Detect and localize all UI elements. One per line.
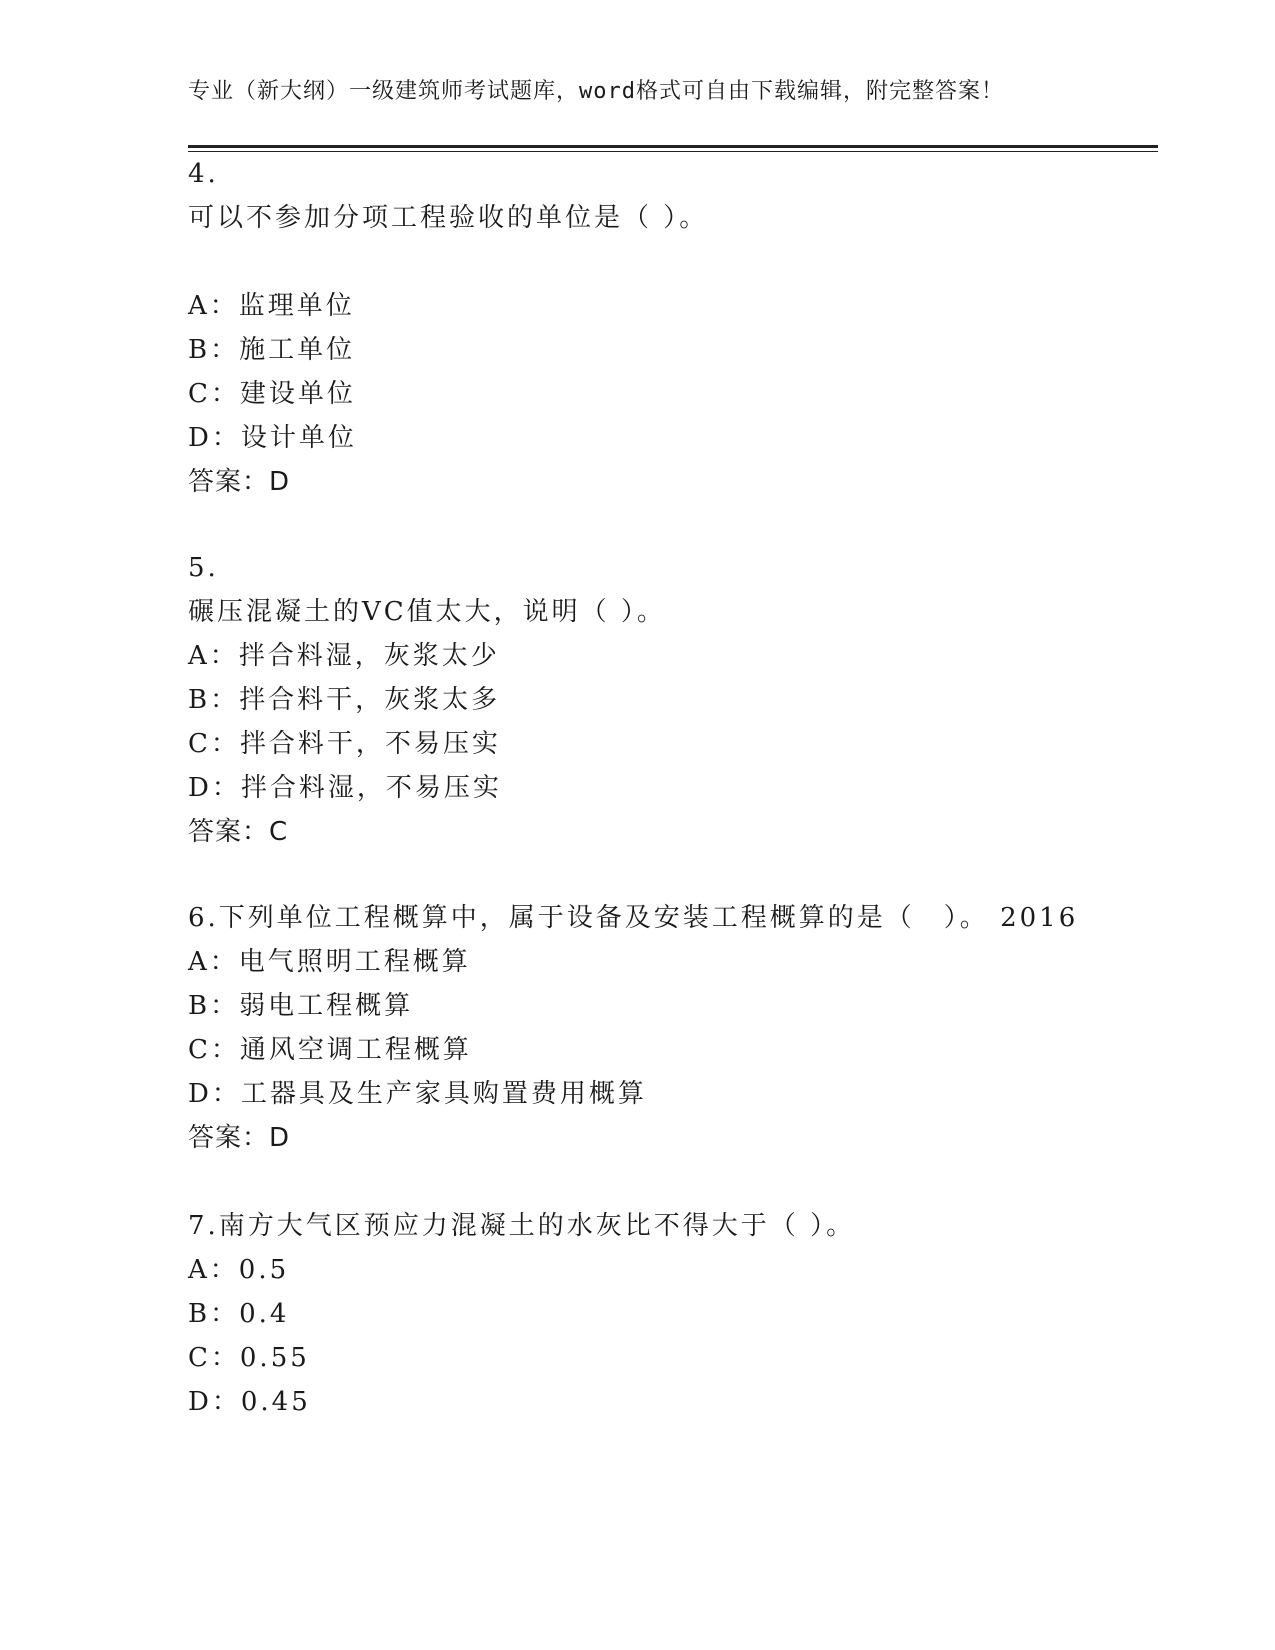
question-4-answer: 答案：D	[188, 467, 291, 497]
question-4-option-c: C：建设单位	[188, 379, 356, 409]
question-7-option-c: C：0.55	[188, 1343, 310, 1373]
question-6-answer: 答案：D	[188, 1123, 291, 1153]
question-7-option-a: A：0.5	[188, 1255, 290, 1285]
question-5-number: 5.	[188, 553, 219, 583]
question-5-stem: 碾压混凝土的VC值太大，说明（ ）。	[188, 597, 666, 627]
question-4-option-b: B：施工单位	[188, 335, 356, 365]
question-6-option-c: C：通风空调工程概算	[188, 1035, 472, 1065]
question-4-stem: 可以不参加分项工程验收的单位是（ ）。	[188, 203, 709, 233]
question-6-stem: 6.下列单位工程概算中，属于设备及安装工程概算的是（ ）。 2016	[188, 903, 1079, 933]
question-6-option-a: A：电气照明工程概算	[188, 947, 471, 977]
question-7-option-b: B：0.4	[188, 1299, 290, 1329]
question-4-option-d: D：设计单位	[188, 423, 357, 453]
question-5-option-d: D：拌合料湿，不易压实	[188, 773, 502, 803]
question-4-number: 4.	[188, 159, 219, 189]
header-divider-thin	[188, 151, 1158, 152]
question-5-option-b: B：拌合料干，灰浆太多	[188, 685, 501, 715]
question-7-option-d: D：0.45	[188, 1387, 311, 1417]
question-4-option-a: A：监理单位	[188, 291, 355, 321]
header-divider-thick	[188, 145, 1158, 148]
question-5-option-c: C：拌合料干，不易压实	[188, 729, 501, 759]
question-6-option-d: D：工器具及生产家具购置费用概算	[188, 1079, 647, 1109]
page-header: 专业（新大纲）一级建筑师考试题库，word格式可自由下载编辑，附完整答案！	[188, 79, 1004, 104]
question-7-stem: 7.南方大气区预应力混凝土的水灰比不得大于（ ）。	[188, 1211, 856, 1241]
question-6-option-b: B：弱电工程概算	[188, 991, 414, 1021]
question-5-option-a: A：拌合料湿，灰浆太少	[188, 641, 500, 671]
question-5-answer: 答案：C	[188, 817, 289, 847]
